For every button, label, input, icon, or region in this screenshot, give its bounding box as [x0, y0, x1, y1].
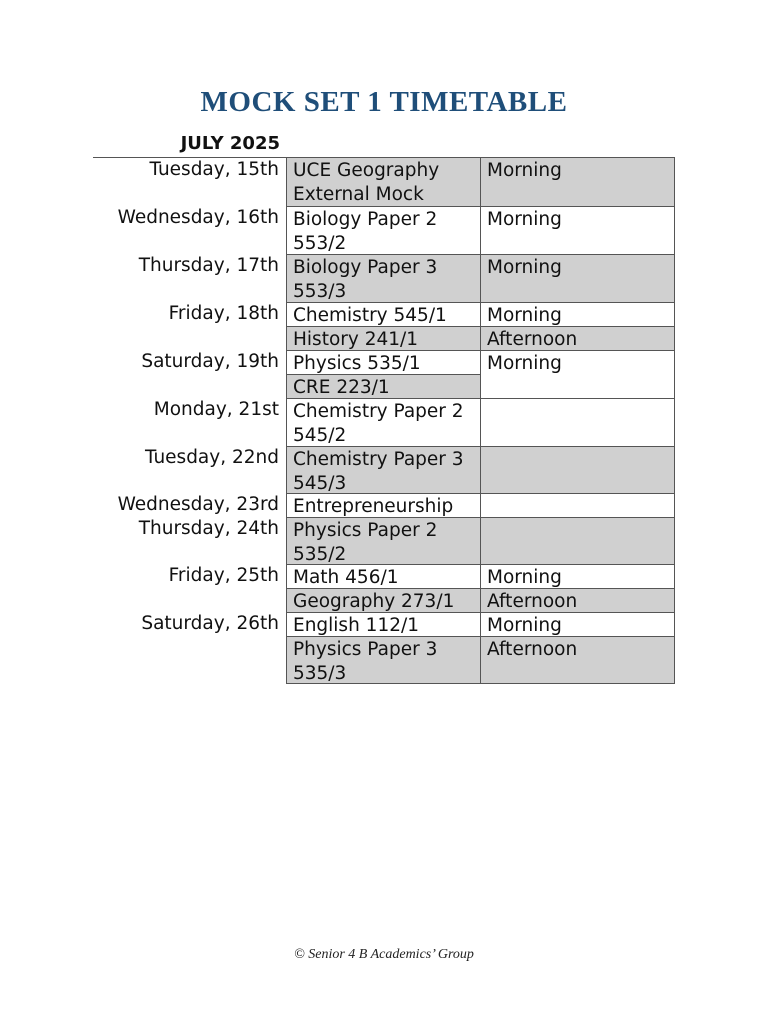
session-cell [481, 518, 675, 565]
paper-cell: Geography 273/1 [287, 589, 481, 613]
paper-cell: Entrepreneurship [287, 494, 481, 518]
date-label: Friday, 25th [168, 565, 279, 586]
paper-cell: Physics 535/1 [287, 351, 481, 375]
session-cell: Afternoon [481, 589, 675, 613]
date-label: Tuesday, 15th [149, 159, 279, 180]
paper-cell: History 241/1 [287, 327, 481, 351]
date-label: Wednesday, 23rd [117, 494, 279, 515]
timetable-grid [286, 157, 675, 684]
copyright-footer: © Senior 4 B Academics’ Group [294, 947, 474, 962]
paper-cell: Physics Paper 3 535/3 [287, 637, 481, 684]
session-cell: Morning [481, 565, 675, 589]
paper-cell: Chemistry 545/1 [287, 303, 481, 327]
date-label: Saturday, 19th [141, 351, 279, 372]
session-cell: Morning [481, 303, 675, 327]
paper-cell: UCE Geography External Mock [287, 158, 481, 207]
session-cell: Morning [481, 351, 675, 399]
session-cell: Morning [481, 613, 675, 637]
session-cell [481, 399, 675, 447]
date-label: Monday, 21st [153, 399, 279, 420]
paper-cell: Math 456/1 [287, 565, 481, 589]
page-title: MOCK SET 1 TIMETABLE [200, 86, 568, 118]
session-cell [481, 494, 675, 518]
paper-cell: English 112/1 [287, 613, 481, 637]
date-label: Tuesday, 22nd [144, 447, 279, 468]
session-cell: Morning [481, 158, 675, 207]
date-label: Friday, 18th [168, 303, 279, 324]
month-heading: JULY 2025 [180, 133, 280, 154]
session-cell [481, 447, 675, 494]
session-cell: Afternoon [481, 637, 675, 684]
paper-cell: Chemistry Paper 2 545/2 [287, 399, 481, 447]
paper-cell: Physics Paper 2 535/2 [287, 518, 481, 565]
session-cell: Morning [481, 207, 675, 255]
paper-cell: Chemistry Paper 3 545/3 [287, 447, 481, 494]
session-cell: Morning [481, 255, 675, 303]
date-label: Thursday, 17th [138, 255, 279, 276]
date-label: Saturday, 26th [141, 613, 279, 634]
paper-cell: Biology Paper 3 553/3 [287, 255, 481, 303]
paper-cell: CRE 223/1 [287, 375, 481, 399]
paper-cell: Biology Paper 2 553/2 [287, 207, 481, 255]
date-label: Wednesday, 16th [117, 207, 279, 228]
date-label: Thursday, 24th [138, 518, 279, 539]
session-cell: Afternoon [481, 327, 675, 351]
